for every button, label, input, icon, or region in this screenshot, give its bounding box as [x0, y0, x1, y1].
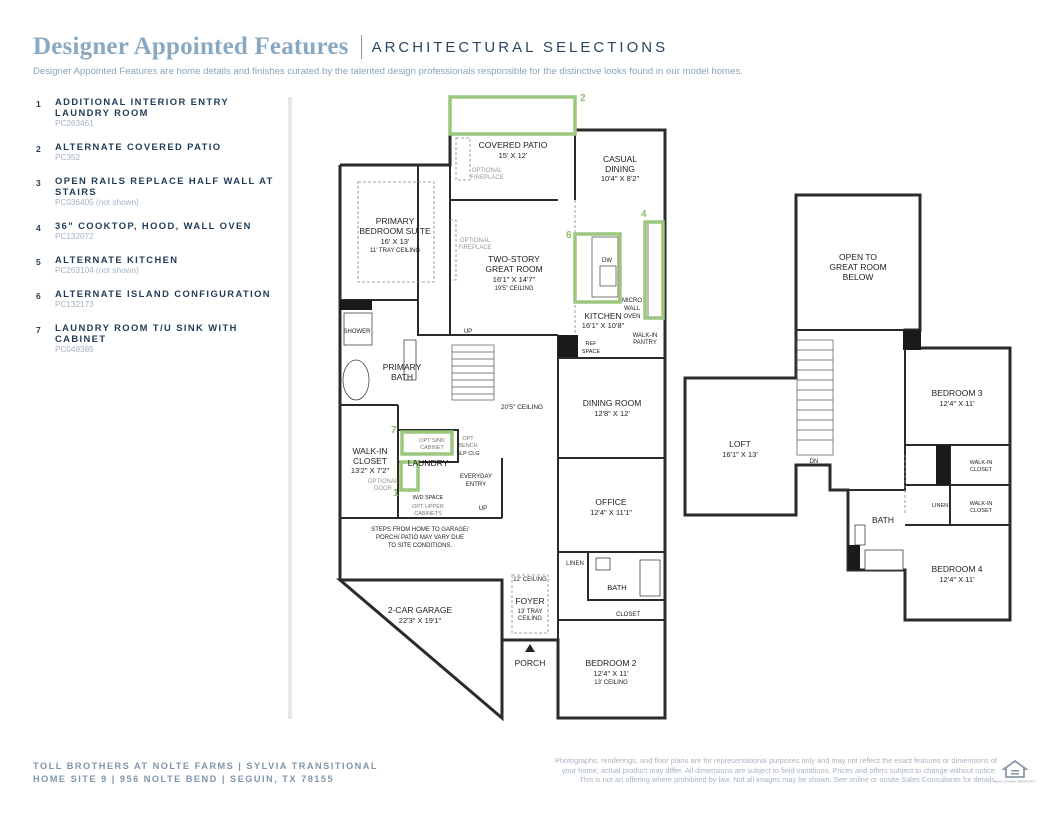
- label-loft-dim: 16'1" X 13': [722, 450, 758, 459]
- label-wall: WALL: [623, 306, 641, 312]
- label-casual-dining-dim: 10'4" X 8'2": [600, 174, 640, 183]
- label-ref-space: SPACE: [581, 349, 601, 355]
- upper-tub-icon: [865, 550, 903, 570]
- label-primary-bedroom-ceiling: 11' TRAY CEILING: [369, 248, 421, 254]
- intro-text: Designer Appointed Features are home details and finishes curated by the talented design professionals responsible for the distinctive looks found in our model homes.: [33, 66, 743, 77]
- feature-number: 6: [36, 291, 41, 301]
- label-great-room: TWO-STORY: [488, 254, 540, 264]
- label-casual-dining: CASUAL: [602, 154, 638, 164]
- label-bath-up: BATH: [871, 515, 895, 525]
- main-stairs: [452, 345, 494, 400]
- disclaimer-line3: This is not an offering where prohibited by law. Not all images may be shown. See online or onsite Sales Consultants for details.: [579, 775, 997, 784]
- feature-name: ALTERNATE ISLAND CONFIGURATION: [55, 288, 271, 299]
- label-walkin-pantry: WALK-IN: [632, 333, 658, 339]
- label-open-to3: BELOW: [842, 272, 874, 282]
- label-opt-sink: OPT SINK: [419, 438, 445, 444]
- feature-name: OPEN RAILS REPLACE HALF WALL AT STAIRS: [55, 175, 274, 197]
- feature-code: PC036405 (not shown): [55, 198, 139, 207]
- label-opt-bench: OPT: [462, 436, 474, 442]
- highlight-covered-patio: [450, 97, 575, 134]
- marker-1: 1: [393, 488, 399, 499]
- disclaimer: [517, 756, 997, 785]
- footer-community: [33, 760, 378, 786]
- label-closet-up-b: CLOSET: [969, 508, 993, 514]
- feature-number: 4: [36, 223, 41, 233]
- footer-line1: TOLL BROTHERS AT NOLTE FARMS | SYLVIA TRANSITIONAL: [33, 761, 379, 771]
- label-garage: 2-CAR GARAGE: [387, 605, 453, 615]
- label-laundry: LAUNDRY: [407, 458, 449, 468]
- label-wd-space: W/D SPACE: [412, 495, 444, 501]
- highlight-island: [575, 234, 620, 302]
- dashed-lines: [358, 138, 905, 633]
- label-bedroom2: BEDROOM 2: [585, 658, 637, 668]
- label-opt-fireplace2: FIREPLACE: [470, 175, 504, 181]
- feature-code: PC263104 (not shown): [55, 266, 139, 275]
- bathtub-icon: [343, 360, 369, 400]
- label-walkin-closet-up-b: WALK-IN: [969, 501, 993, 507]
- label-closet: CLOSET: [615, 612, 641, 618]
- label-opt-fireplace-b2: FIREPLACE: [458, 245, 492, 251]
- label-ceiling-205: 20'5" CEILING: [500, 404, 544, 411]
- label-kitchen: KITCHEN: [584, 311, 622, 321]
- label-open-to: OPEN TO: [839, 252, 877, 262]
- feature-name: LAUNDRY ROOM T/U SINK WITH CABINET: [55, 322, 238, 344]
- label-walkin-pantry2: PANTRY: [633, 340, 657, 346]
- label-shower: SHOWER: [343, 329, 371, 335]
- label-steps-note2: PORCH/ PATIO MAY VARY DUE: [376, 535, 464, 541]
- feature-code: PC352: [55, 153, 81, 162]
- feature-name: 36" COOKTOP, HOOD, WALL OVEN: [55, 220, 252, 231]
- label-garage-dim: 22'3" X 19'1": [398, 616, 442, 625]
- disclaimer-line1: Photographs, renderings, and floor plans are for representational purposes only and may not reflect the exact features or dimensions of: [554, 756, 997, 765]
- feature-number: 5: [36, 257, 41, 267]
- label-linen: LINEN: [566, 561, 584, 567]
- feature-code: PC132072: [55, 232, 94, 241]
- label-everyday-entry2: ENTRY: [465, 482, 487, 488]
- label-ref: REF: [585, 341, 597, 347]
- label-covered-patio-dim: 15' X 12': [498, 151, 528, 160]
- feature-number: 3: [36, 178, 41, 188]
- label-primary-bath2: BATH: [390, 372, 414, 382]
- label-dining-room: DINING ROOM: [582, 398, 642, 408]
- page-title: Designer Appointed Features: [33, 33, 349, 60]
- label-bedroom3-dim: 12'4" X 11': [939, 399, 975, 408]
- label-foyer-ceiling: 13' TRAY: [517, 609, 543, 615]
- label-opt-sink2: CABINET: [420, 445, 444, 451]
- feature-name: ADDITIONAL INTERIOR ENTRY LAUNDRY ROOM: [55, 96, 229, 118]
- entry-arrow-icon: [525, 644, 535, 652]
- feature-code: PC132173: [55, 300, 94, 309]
- label-opt-fireplace-b: OPTIONAL: [459, 238, 491, 244]
- label-porch: PORCH: [514, 658, 546, 668]
- toilet-icon: [855, 525, 865, 545]
- label-kitchen-dim: 16'1" X 10'8": [581, 321, 625, 330]
- marker-6: 6: [566, 230, 572, 241]
- feature-code: PC048385: [55, 345, 94, 354]
- label-opt-upper: OPT UPPER: [412, 504, 444, 510]
- feature-number: 1: [36, 99, 41, 109]
- label-dw: DW: [602, 258, 612, 264]
- marker-7: 7: [391, 425, 397, 436]
- feature-name: ALTERNATE COVERED PATIO: [55, 141, 222, 152]
- label-great-room2: GREAT ROOM: [485, 264, 543, 274]
- label-casual-dining2: DINING: [605, 164, 635, 174]
- label-ceiling-12: 12' CEILING: [513, 577, 547, 583]
- label-bedroom4-dim: 12'4" X 11': [939, 575, 975, 584]
- label-bedroom2-dim: 12'4" X 11': [593, 669, 629, 678]
- label-walkin-closet-up-a: WALK-IN: [969, 460, 993, 466]
- label-walkin-closet-dim: 13'2" X 7'2": [350, 466, 390, 475]
- upper-stairs: [797, 340, 833, 455]
- lower-tub-icon: [640, 560, 660, 596]
- feature-number: 2: [36, 144, 41, 154]
- label-great-room-ceiling: 19'5" CEILING: [494, 286, 534, 292]
- label-up-entry: UP: [478, 506, 488, 512]
- logo-text: EQUAL HOUSING OPPORTUNITY: [994, 780, 1036, 784]
- feature-number: 7: [36, 325, 41, 335]
- label-primary-bath: PRIMARY: [382, 362, 422, 372]
- sink-icon: [596, 558, 610, 570]
- label-opt-bench2: BENCH: [458, 443, 478, 449]
- label-opt-fireplace: OPTIONAL: [471, 168, 503, 174]
- label-loft: LOFT: [729, 439, 751, 449]
- label-office-dim: 12'4" X 11'1": [590, 508, 632, 517]
- label-primary-bedroom: PRIMARY: [375, 216, 415, 226]
- label-foyer-ceiling2: CEILING: [517, 616, 543, 622]
- label-bedroom4: BEDROOM 4: [931, 564, 983, 574]
- disclaimer-line2: your home; actual product may differ. All dimensions are subject to field variations. Prices and offers subject to change without notice.: [561, 765, 997, 775]
- equal-housing-logo-icon: [994, 758, 1036, 784]
- label-bedroom2-ceiling: 13' CEILING: [594, 680, 628, 686]
- feature-name: ALTERNATE KITCHEN: [55, 254, 179, 265]
- label-dining-room-dim: 12'8" X 12': [594, 409, 630, 418]
- label-steps-note1: STEPS FROM HOME TO GARAGE/: [371, 527, 469, 533]
- label-slp-clg: SLP CLG: [456, 451, 480, 457]
- page-subtitle: ARCHITECTURAL SELECTIONS: [371, 38, 669, 56]
- label-covered-patio: COVERED PATIO: [478, 140, 548, 150]
- label-optional-door2: DOOR: [374, 486, 392, 492]
- label-up: UP: [463, 329, 473, 335]
- label-steps-note3: TO SITE CONDITIONS.: [387, 543, 453, 549]
- label-bath: BATH: [607, 583, 627, 592]
- marker-4: 4: [641, 209, 647, 220]
- label-great-room-dim: 16'1" X 14'7": [492, 275, 536, 284]
- label-open-to2: GREAT ROOM: [829, 262, 887, 272]
- label-closet-up-a: CLOSET: [969, 467, 993, 473]
- label-bedroom3: BEDROOM 3: [931, 388, 983, 398]
- label-foyer: FOYER: [515, 596, 545, 606]
- feature-code: PC263461: [55, 119, 94, 128]
- label-opt-upper2: CABINETS: [414, 511, 442, 517]
- label-linen-up: LINEN: [931, 503, 949, 509]
- footer-line2: HOME SITE 9 | 956 NOLTE BEND | SEGUIN, TX 78155: [33, 774, 335, 784]
- label-optional-door: OPTIONAL: [367, 479, 399, 485]
- marker-2: 2: [580, 93, 586, 104]
- label-primary-bedroom-dim: 16' X 13': [380, 237, 410, 246]
- room-labels: [344, 140, 993, 686]
- label-oven: OVEN: [623, 314, 641, 320]
- label-walkin-closet2: CLOSET: [352, 456, 388, 466]
- label-primary-bedroom2: BEDROOM SUITE: [359, 226, 431, 236]
- label-micro: MICRO: [622, 298, 642, 304]
- label-everyday-entry: EVERYDAY: [459, 474, 493, 480]
- label-dn: DN: [809, 459, 819, 465]
- label-walkin-closet: WALK-IN: [352, 446, 388, 456]
- label-office: OFFICE: [595, 497, 627, 507]
